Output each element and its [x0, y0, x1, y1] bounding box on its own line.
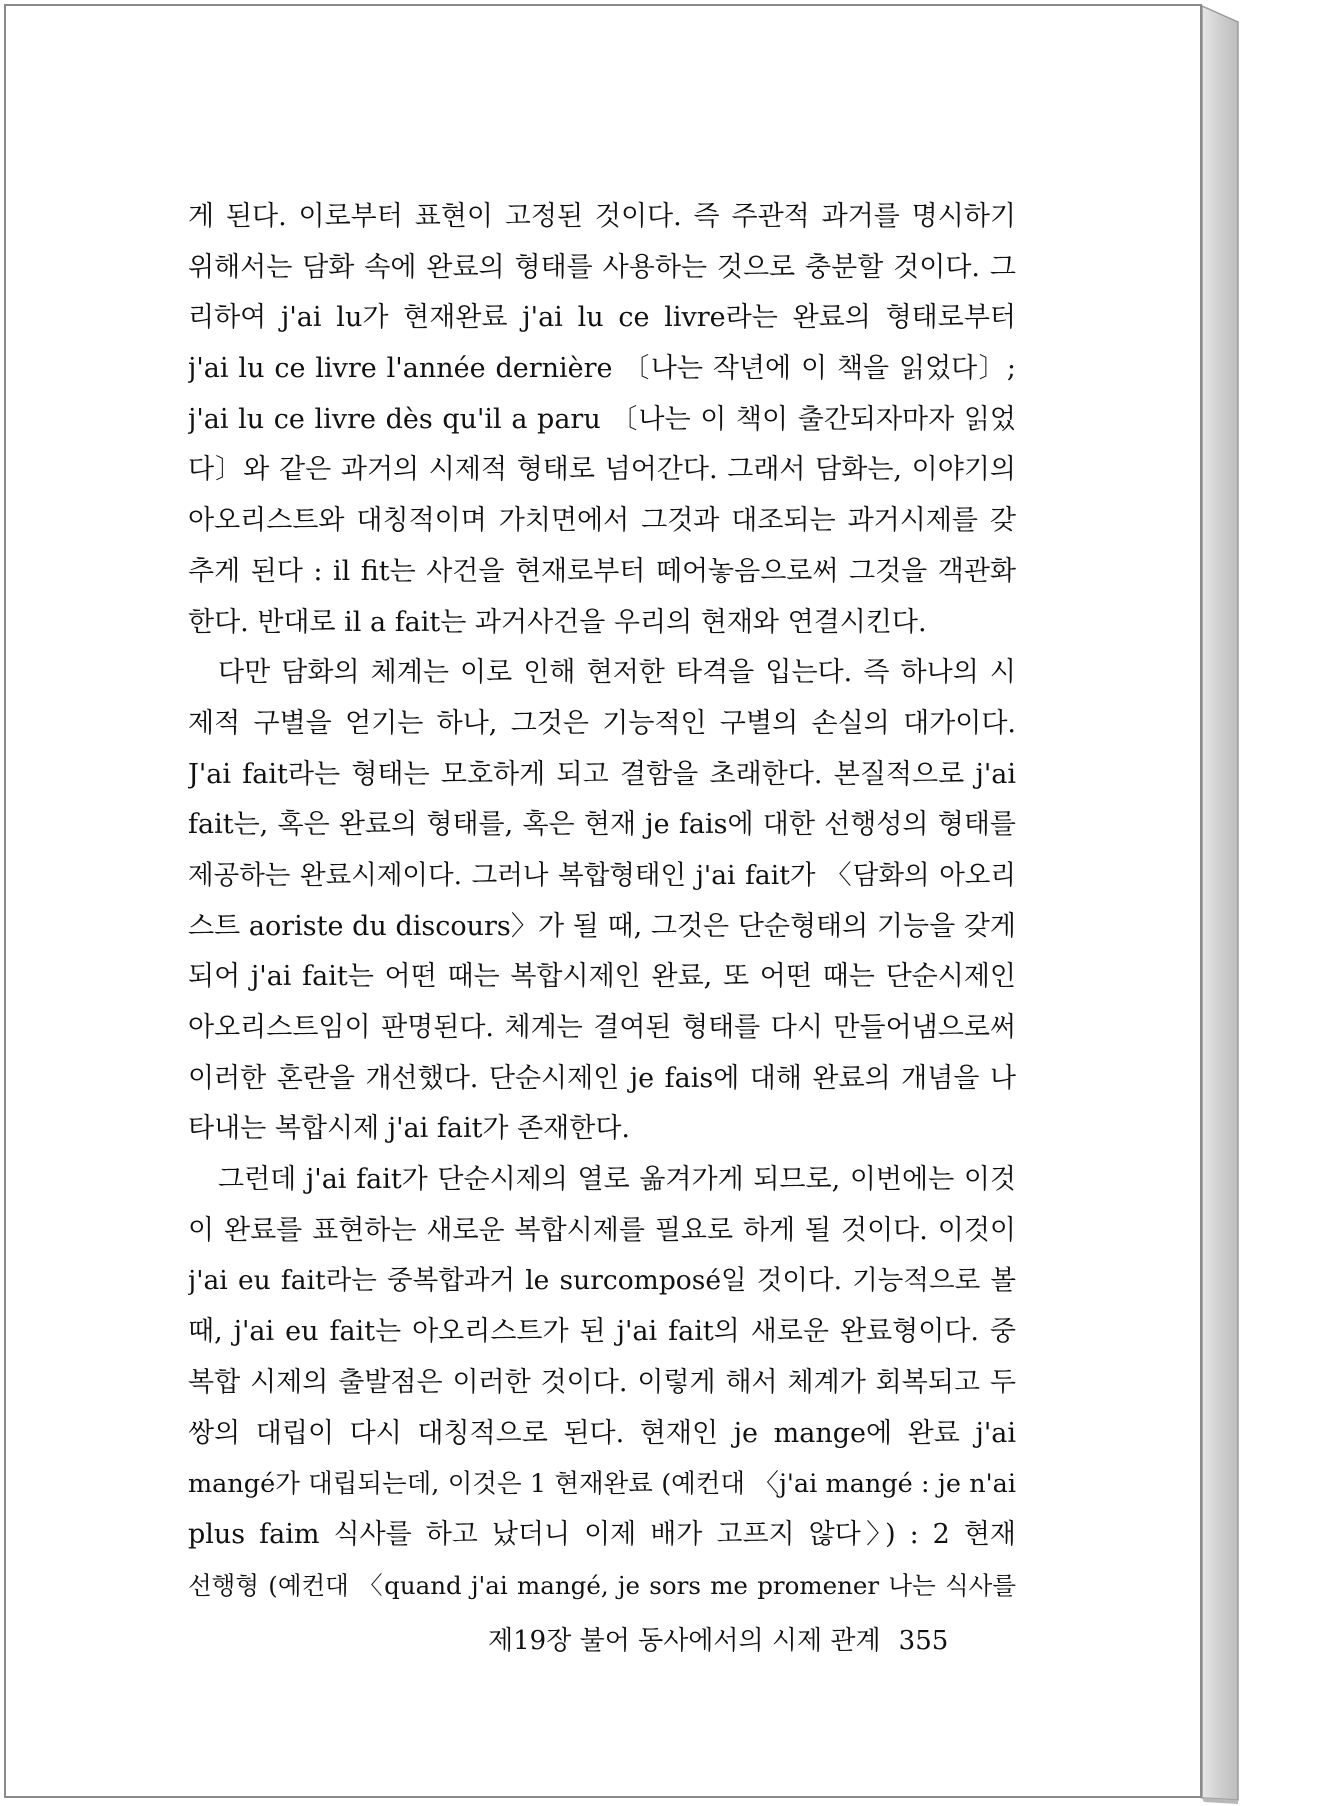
text-line: plus faim 식사를 하고 났더니 이제 배가 고프지 않다〉) : 2 현재	[188, 1518, 1016, 1550]
text-line: 때, j'ai eu fait는 아오리스트가 된 j'ai fait의 새로운 완료형이다. 중	[188, 1316, 1016, 1348]
text-line: 리하여 j'ai lu가 현재완료 j'ai lu ce livre라는 완료의 형태로부터	[188, 302, 1016, 334]
text-line: j'ai lu ce livre l'année dernière 〔나는 작년에 이 책을 읽었다〕;	[188, 353, 1016, 385]
body-text	[188, 192, 1016, 1611]
text-line: 추게 된다 : il fit는 사건을 현재로부터 떼어놓음으로써 그것을 객관화	[188, 555, 1016, 587]
text-line: 그런데 j'ai fait가 단순시제의 열로 옮겨가게 되므로, 이번에는 이것	[218, 1164, 1016, 1196]
text-line: 아오리스트임이 판명된다. 체계는 결여된 형태를 다시 만들어냄으로써	[188, 1012, 1016, 1043]
text-line: 되어 j'ai fait는 어떤 때는 복합시제인 완료, 또 어떤 때는 단순시제인	[188, 961, 1016, 993]
text-line: 다만 담화의 체계는 이로 인해 현저한 타격을 입는다. 즉 하나의 시	[218, 657, 1016, 689]
text-line: fait는, 혹은 완료의 형태를, 혹은 현재 je fais에 대한 선행성의 형태를	[188, 809, 1016, 841]
running-footer	[488, 1620, 988, 1657]
text-line: mangé가 대립되는데, 이것은 1 현재완료 (예컨대 〈j'ai mangé : je n'ai	[188, 1469, 1016, 1500]
text-line: 위해서는 담화 속에 완료의 형태를 사용하는 것으로 충분할 것이다. 그	[188, 251, 1016, 283]
text-line: j'ai eu fait라는 중복합과거 le surcomposé일 것이다. 기능적으로 볼	[188, 1265, 1016, 1297]
text-line: 제적 구별을 얻기는 하나, 그것은 기능적인 구별의 손실의 대가이다.	[188, 707, 1016, 739]
text-line: 이러한 혼란을 개선했다. 단순시제인 je fais에 대해 완료의 개념을 나	[188, 1062, 1016, 1094]
chapter-title: 제19장 불어 동사에서의 시제 관계	[488, 1626, 881, 1656]
text-line: J'ai fait라는 형태는 모호하게 되고 결함을 초래한다. 본질적으로 j'ai	[188, 758, 1016, 790]
text-line: 이 완료를 표현하는 새로운 복합시제를 필요로 하게 될 것이다. 이것이	[188, 1214, 1016, 1246]
text-line: 스트 aoriste du discours〉가 될 때, 그것은 단순형태의 기능을 갖게	[188, 910, 1016, 942]
text-line: 제공하는 완료시제이다. 그러나 복합형태인 j'ai fait가 〈담화의 아오리	[188, 859, 1016, 891]
page-number: 355	[898, 1626, 949, 1656]
text-line: 아오리스트와 대칭적이며 가치면에서 그것과 대조되는 과거시제를 갖	[188, 505, 1016, 537]
text-line: 타내는 복합시제 j'ai fait가 존재한다.	[188, 1113, 630, 1145]
text-line: 복합 시제의 출발점은 이러한 것이다. 이렇게 해서 체계가 회복되고 두	[188, 1366, 1016, 1398]
text-line: 다〕와 같은 과거의 시제적 형태로 넘어간다. 그래서 담화는, 이야기의	[188, 454, 1016, 486]
text-line: j'ai lu ce livre dès qu'il a paru 〔나는 이 책이 출간되자마자 읽었	[188, 403, 1016, 435]
text-line: 쌍의 대립이 다시 대칭적으로 된다. 현재인 je mange에 완료 j'ai	[188, 1417, 1016, 1449]
text-line: 게 된다. 이로부터 표현이 고정된 것이다. 즉 주관적 과거를 명시하기	[188, 201, 1016, 232]
text-line: 한다. 반대로 il a fait는 과거사건을 우리의 현재와 연결시킨다.	[188, 606, 927, 638]
text-line: 선행형 (예컨대 〈quand j'ai mangé, je sors me promener 나는 식사를	[188, 1570, 1016, 1600]
